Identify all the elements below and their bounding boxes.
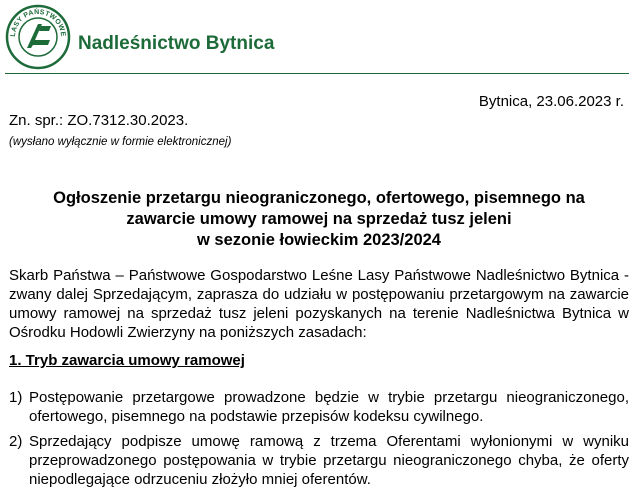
- header-divider: [5, 73, 629, 74]
- logo-text: LASY PAŃSTWOWE: [9, 8, 67, 38]
- title-line: zawarcie umowy ramowej na sprzedaż tusz jeleni: [126, 210, 512, 228]
- item-number: 1): [9, 389, 23, 406]
- reference-number: Zn. spr.: ZO.7312.30.2023.: [9, 112, 189, 129]
- letterhead: [5, 4, 637, 74]
- title-line: w sezonie łowieckim 2023/2024: [197, 231, 441, 249]
- item-line: niepodlegające odrzuceniu złożyło mniej oferentów.: [29, 471, 371, 488]
- item-number: 2): [9, 433, 23, 450]
- title-line: Ogłoszenie przetargu nieograniczonego, ofertowego, pisemnego na: [53, 189, 585, 207]
- item-line: Postępowanie przetargowe prowadzone będzie w trybie przetargu nieograniczonego,: [29, 389, 629, 406]
- intro-paragraph: [9, 266, 629, 342]
- intro-line: zwany dalej Sprzedającym, zaprasza do udziału w postępowaniu przetargowym na zawarcie: [9, 286, 629, 303]
- lasy-panstwowe-logo: [5, 4, 71, 70]
- item-line: przeprowadzonego postępowania w trybie przetargu nieograniczonego chyba, że oferty: [29, 452, 629, 469]
- item-line: Sprzedający podpisze umowę ramową z trzema Oferentami wyłonionymi w wyniku: [29, 433, 629, 450]
- organization-name: Nadleśnictwo Bytnica: [78, 33, 275, 54]
- document-title: [9, 188, 629, 251]
- delivery-note: (wysłano wyłącznie w formie elektronicznej): [9, 136, 232, 148]
- intro-line: umowy ramowej na sprzedaż tusz jeleni pozyskanych na terenie Nadleśnictwa Bytnica w: [9, 305, 629, 322]
- item-line: ofertowego, pisemnego na podstawie przepisów kodeksu cywilnego.: [29, 408, 484, 425]
- date-line: Bytnica, 23.06.2023 r.: [478, 93, 624, 110]
- list-item: [9, 432, 629, 489]
- section-heading: 1. Tryb zawarcia umowy ramowej: [9, 352, 245, 369]
- intro-line: Ośrodku Hodowli Zwierzyny na poniższych zasadach:: [9, 324, 367, 341]
- numbered-list: [9, 388, 629, 495]
- list-item: [9, 388, 629, 426]
- intro-line: Skarb Państwa – Państwowe Gospodarstwo Leśne Lasy Państwowe Nadleśnictwo Bytnica -: [9, 267, 629, 284]
